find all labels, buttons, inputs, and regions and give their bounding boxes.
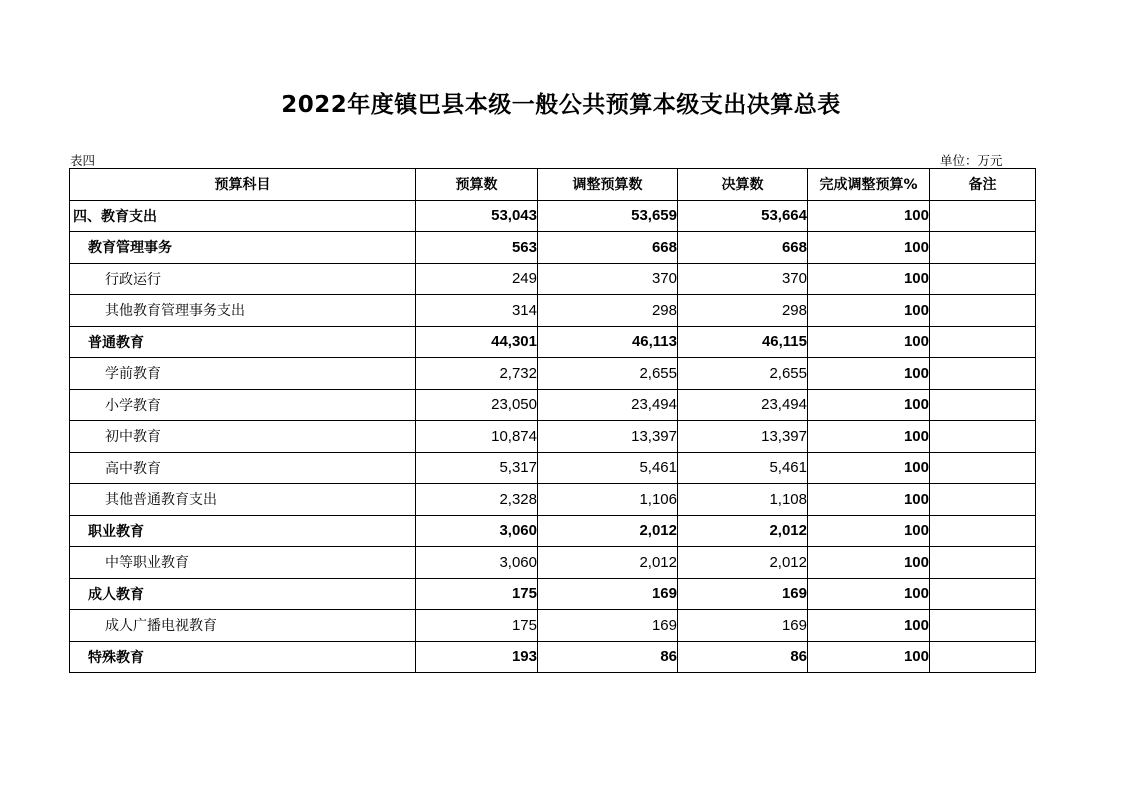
cell-adjusted-budget: 370	[538, 263, 678, 295]
cell-subject: 中等职业教育	[70, 547, 416, 579]
cell-budget: 249	[416, 263, 538, 295]
cell-remarks	[930, 200, 1036, 232]
cell-adjusted-budget: 1,106	[538, 484, 678, 516]
table-row	[70, 641, 1036, 673]
cell-final-accounts: 13,397	[678, 421, 808, 453]
cell-subject: 高中教育	[70, 452, 416, 484]
cell-subject: 四、教育支出	[70, 200, 416, 232]
cell-budget: 314	[416, 295, 538, 327]
cell-final-accounts: 169	[678, 610, 808, 642]
cell-budget: 563	[416, 232, 538, 264]
table-row	[70, 484, 1036, 516]
table-row	[70, 295, 1036, 327]
cell-budget: 2,328	[416, 484, 538, 516]
cell-subject: 成人广播电视教育	[70, 610, 416, 642]
cell-remarks	[930, 326, 1036, 358]
cell-budget: 2,732	[416, 358, 538, 390]
cell-remarks	[930, 358, 1036, 390]
cell-final-accounts: 169	[678, 578, 808, 610]
cell-completion-percent: 100	[808, 484, 930, 516]
table-row	[70, 452, 1036, 484]
table-body	[70, 200, 1036, 673]
table-row	[70, 358, 1036, 390]
table-row	[70, 610, 1036, 642]
cell-adjusted-budget: 169	[538, 610, 678, 642]
cell-completion-percent: 100	[808, 452, 930, 484]
cell-completion-percent: 100	[808, 547, 930, 579]
table-header-row	[70, 169, 1036, 201]
table-label: 表四	[70, 153, 96, 168]
cell-subject: 教育管理事务	[70, 232, 416, 264]
document-title: 2022年度镇巴县本级一般公共预算本级支出决算总表	[281, 92, 841, 118]
cell-adjusted-budget: 2,012	[538, 547, 678, 579]
cell-budget: 3,060	[416, 515, 538, 547]
cell-adjusted-budget: 169	[538, 578, 678, 610]
table-row	[70, 389, 1036, 421]
cell-remarks	[930, 515, 1036, 547]
cell-final-accounts: 370	[678, 263, 808, 295]
table-row	[70, 547, 1036, 579]
cell-adjusted-budget: 2,012	[538, 515, 678, 547]
cell-final-accounts: 46,115	[678, 326, 808, 358]
cell-final-accounts: 2,655	[678, 358, 808, 390]
cell-final-accounts: 5,461	[678, 452, 808, 484]
table-row	[70, 200, 1036, 232]
cell-budget: 10,874	[416, 421, 538, 453]
cell-completion-percent: 100	[808, 641, 930, 673]
cell-subject: 初中教育	[70, 421, 416, 453]
cell-budget: 53,043	[416, 200, 538, 232]
cell-remarks	[930, 452, 1036, 484]
cell-subject: 行政运行	[70, 263, 416, 295]
cell-subject: 特殊教育	[70, 641, 416, 673]
cell-completion-percent: 100	[808, 200, 930, 232]
cell-completion-percent: 100	[808, 232, 930, 264]
cell-remarks	[930, 641, 1036, 673]
header-completion-percent: 完成调整预算%	[808, 169, 930, 201]
cell-budget: 193	[416, 641, 538, 673]
cell-remarks	[930, 421, 1036, 453]
cell-completion-percent: 100	[808, 358, 930, 390]
cell-budget: 175	[416, 578, 538, 610]
cell-completion-percent: 100	[808, 515, 930, 547]
unit-label: 单位：万元	[940, 153, 1003, 168]
cell-final-accounts: 23,494	[678, 389, 808, 421]
cell-subject: 成人教育	[70, 578, 416, 610]
cell-adjusted-budget: 13,397	[538, 421, 678, 453]
table-row	[70, 232, 1036, 264]
cell-completion-percent: 100	[808, 610, 930, 642]
table-row	[70, 421, 1036, 453]
cell-completion-percent: 100	[808, 389, 930, 421]
cell-subject: 普通教育	[70, 326, 416, 358]
cell-remarks	[930, 263, 1036, 295]
cell-adjusted-budget: 53,659	[538, 200, 678, 232]
cell-budget: 23,050	[416, 389, 538, 421]
cell-budget: 175	[416, 610, 538, 642]
budget-table	[69, 168, 1036, 673]
cell-adjusted-budget: 46,113	[538, 326, 678, 358]
table-row	[70, 263, 1036, 295]
cell-final-accounts: 2,012	[678, 515, 808, 547]
cell-budget: 5,317	[416, 452, 538, 484]
table-row	[70, 515, 1036, 547]
header-subject: 预算科目	[70, 169, 416, 201]
header-final-accounts: 决算数	[678, 169, 808, 201]
table-row	[70, 578, 1036, 610]
cell-final-accounts: 2,012	[678, 547, 808, 579]
cell-remarks	[930, 610, 1036, 642]
cell-final-accounts: 668	[678, 232, 808, 264]
cell-final-accounts: 53,664	[678, 200, 808, 232]
cell-subject: 小学教育	[70, 389, 416, 421]
cell-completion-percent: 100	[808, 326, 930, 358]
cell-completion-percent: 100	[808, 295, 930, 327]
cell-remarks	[930, 232, 1036, 264]
cell-budget: 44,301	[416, 326, 538, 358]
cell-remarks	[930, 547, 1036, 579]
cell-remarks	[930, 578, 1036, 610]
header-budget: 预算数	[416, 169, 538, 201]
cell-subject: 其他教育管理事务支出	[70, 295, 416, 327]
table-row	[70, 326, 1036, 358]
cell-adjusted-budget: 668	[538, 232, 678, 264]
cell-final-accounts: 1,108	[678, 484, 808, 516]
cell-adjusted-budget: 5,461	[538, 452, 678, 484]
cell-completion-percent: 100	[808, 263, 930, 295]
header-adjusted-budget: 调整预算数	[538, 169, 678, 201]
cell-completion-percent: 100	[808, 578, 930, 610]
cell-remarks	[930, 484, 1036, 516]
cell-remarks	[930, 389, 1036, 421]
cell-subject: 学前教育	[70, 358, 416, 390]
cell-completion-percent: 100	[808, 421, 930, 453]
header-remarks: 备注	[930, 169, 1036, 201]
cell-subject: 职业教育	[70, 515, 416, 547]
cell-final-accounts: 86	[678, 641, 808, 673]
cell-budget: 3,060	[416, 547, 538, 579]
cell-adjusted-budget: 86	[538, 641, 678, 673]
cell-adjusted-budget: 2,655	[538, 358, 678, 390]
cell-adjusted-budget: 23,494	[538, 389, 678, 421]
cell-remarks	[930, 295, 1036, 327]
cell-adjusted-budget: 298	[538, 295, 678, 327]
cell-final-accounts: 298	[678, 295, 808, 327]
cell-subject: 其他普通教育支出	[70, 484, 416, 516]
